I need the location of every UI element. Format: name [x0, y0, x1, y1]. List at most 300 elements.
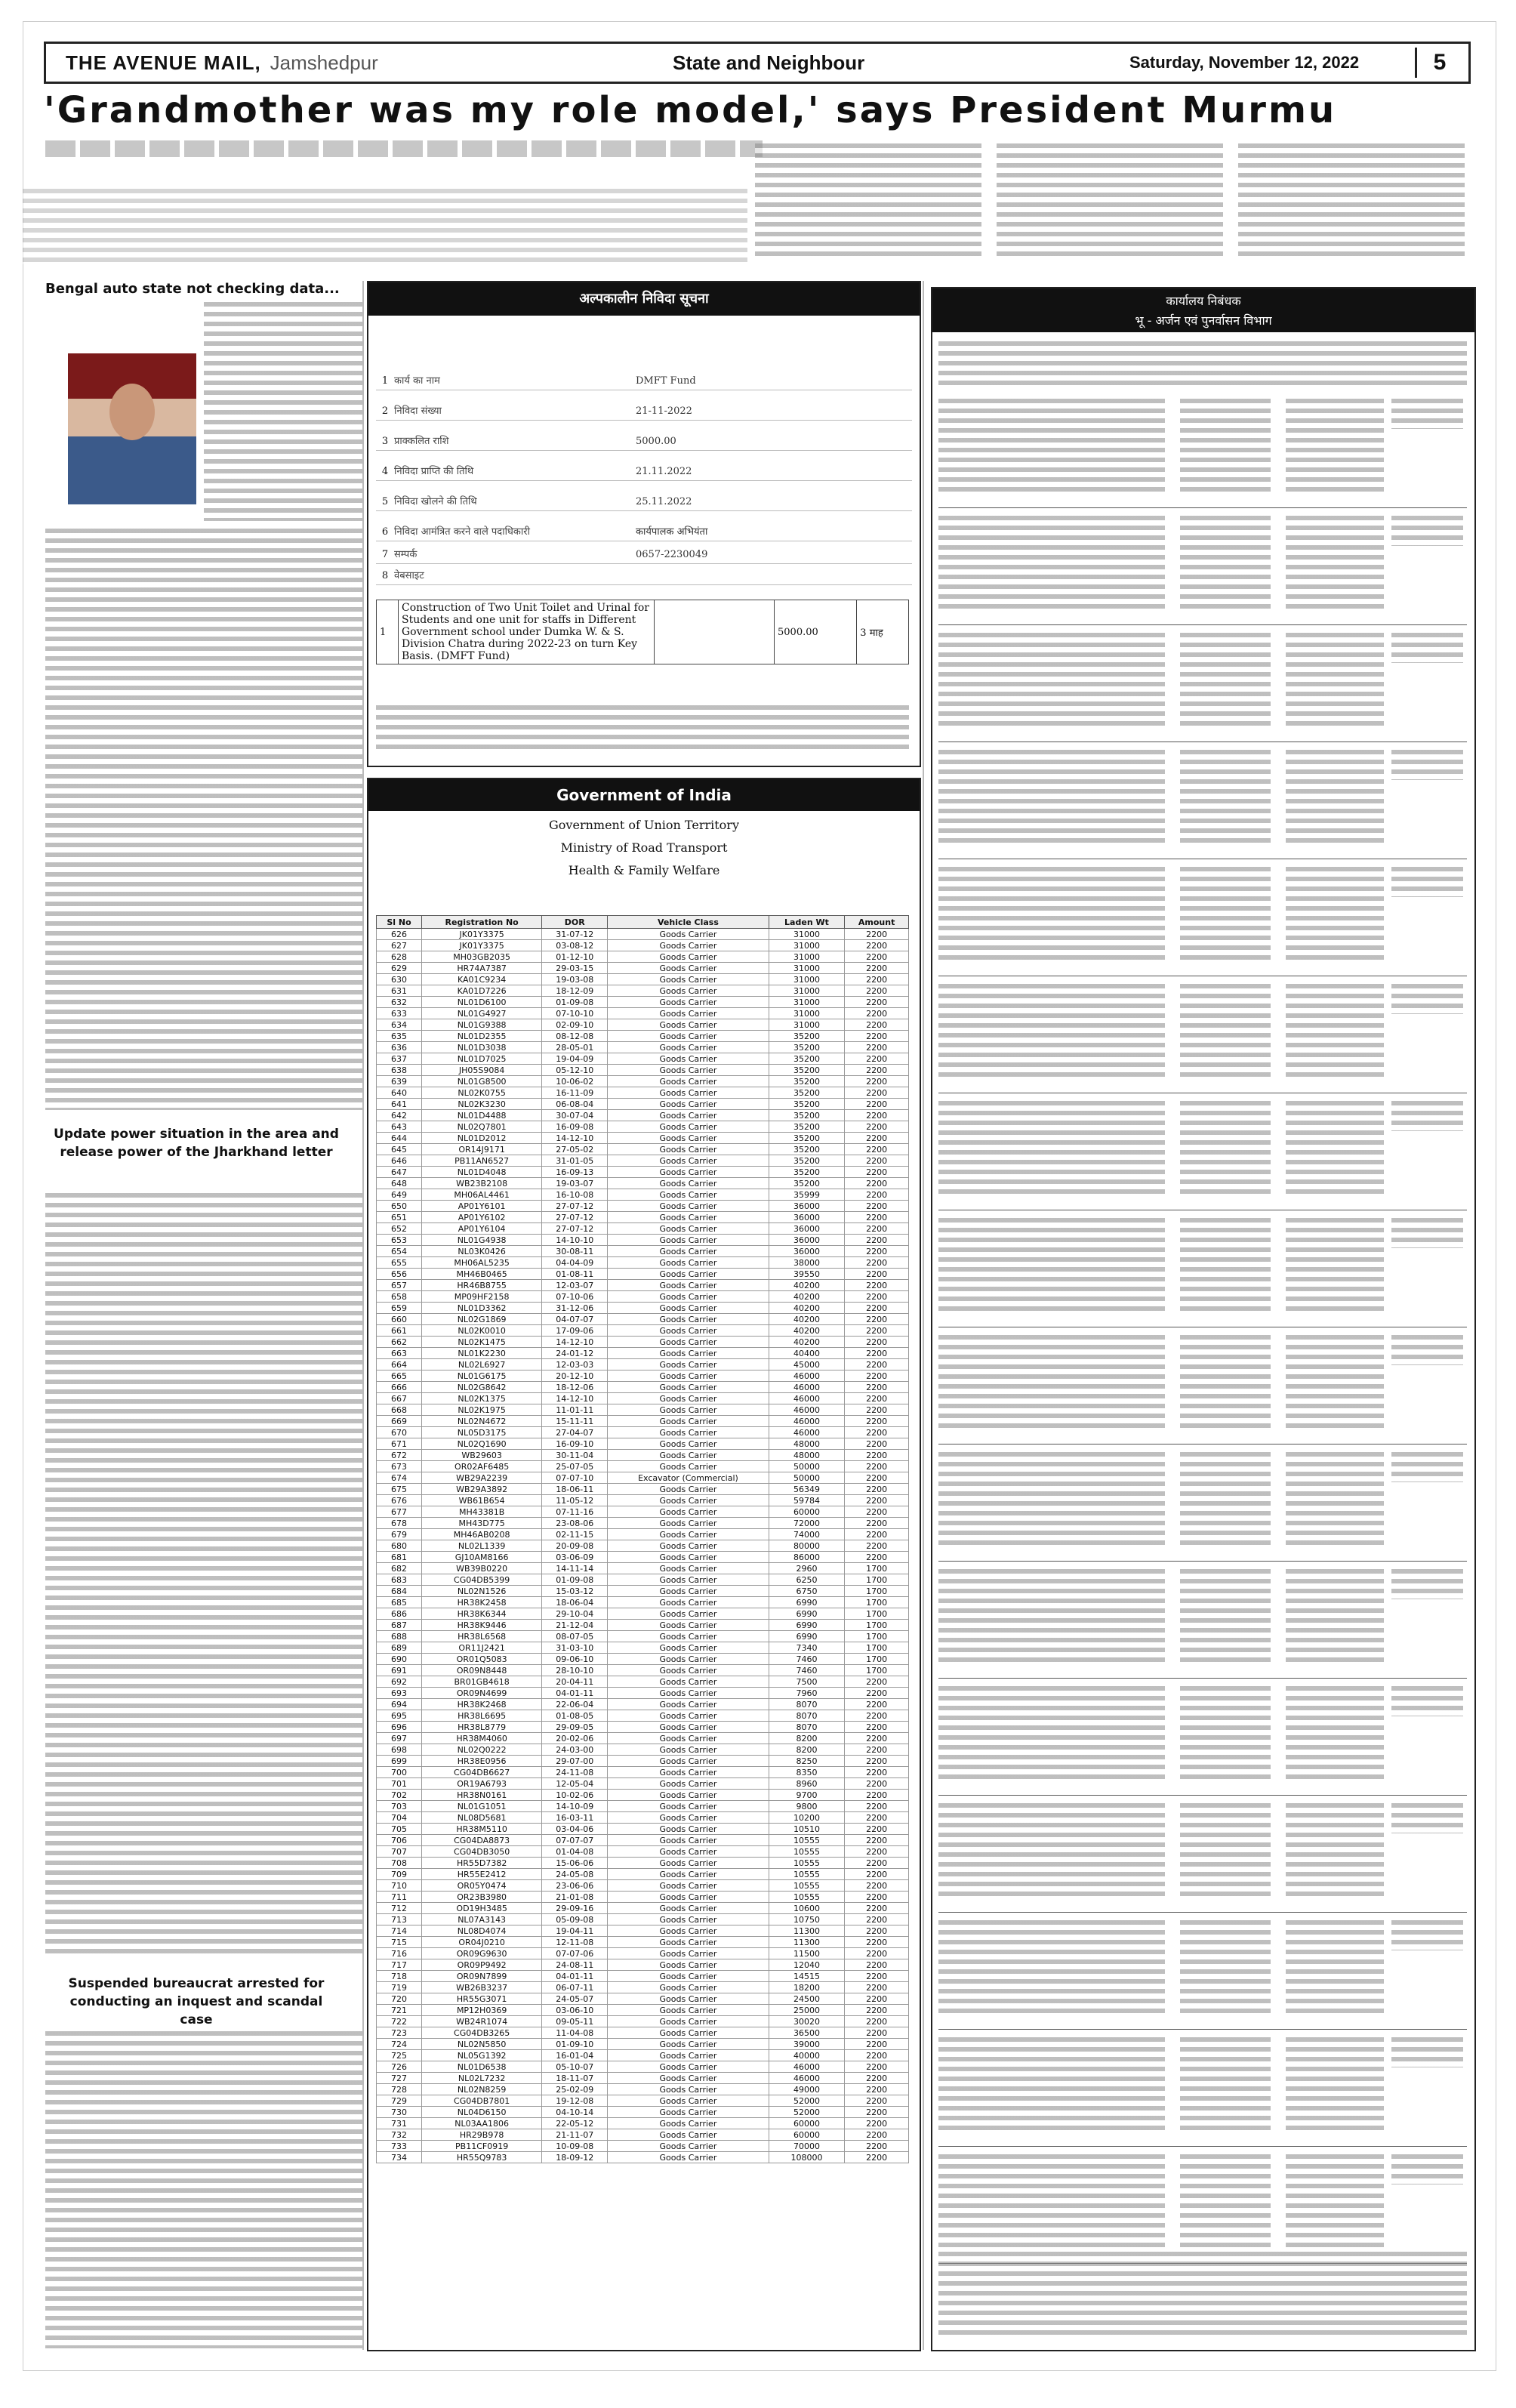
- cell-laden: 74000: [769, 1529, 845, 1540]
- table-row: [377, 1620, 909, 1631]
- cell-reg: CG04DB6627: [422, 1767, 542, 1778]
- table-row: [377, 1201, 909, 1212]
- tender-row: [376, 433, 912, 451]
- cell-dor: 22-06-04: [542, 1699, 608, 1710]
- cell-dor: 18-06-04: [542, 1597, 608, 1608]
- right-row-text: [1180, 1101, 1271, 1199]
- right-notice-row: [938, 1682, 1467, 1796]
- cell-class: Goods Carrier: [608, 974, 769, 985]
- cell-reg: OR09G9630: [422, 1948, 542, 1959]
- cell-reg: OR02AF6485: [422, 1461, 542, 1472]
- left-column: [45, 281, 362, 301]
- cell-class: Goods Carrier: [608, 985, 769, 997]
- cell-reg: NL01D3038: [422, 1042, 542, 1053]
- cell-class: Goods Carrier: [608, 1858, 769, 1869]
- cell-sl: 724: [377, 2039, 422, 2050]
- cell-dor: 03-06-10: [542, 2005, 608, 2016]
- cell-dor: 15-06-06: [542, 1858, 608, 1869]
- cell-reg: NL01D2012: [422, 1133, 542, 1144]
- cell-reg: OR19A6793: [422, 1778, 542, 1790]
- cell-amount: 2200: [845, 1767, 909, 1778]
- cell-reg: KA01C9234: [422, 974, 542, 985]
- cell-amount: 2200: [845, 1303, 909, 1314]
- right-row-text: [1391, 2037, 1463, 2067]
- cell-reg: MH43381B: [422, 1506, 542, 1518]
- cell-amount: 2200: [845, 1529, 909, 1540]
- cell-reg: OR09P9492: [422, 1959, 542, 1971]
- cell-reg: NL01G4927: [422, 1008, 542, 1019]
- cell-sl: 730: [377, 2107, 422, 2118]
- cell-sl: 685: [377, 1597, 422, 1608]
- cell-sl: 713: [377, 1914, 422, 1925]
- table-row: [377, 1733, 909, 1744]
- cell-laden: 36000: [769, 1246, 845, 1257]
- cell-sl: 632: [377, 997, 422, 1008]
- right-row-text: [1180, 2037, 1271, 2135]
- row-number: 4: [381, 466, 389, 477]
- table-row: [377, 1133, 909, 1144]
- cell-amount: 1700: [845, 1563, 909, 1574]
- cell-laden: 8070: [769, 1722, 845, 1733]
- row-key: प्राक्कलित राशि: [394, 436, 449, 447]
- cell-class: Goods Carrier: [608, 1665, 769, 1676]
- story-text-block: [997, 143, 1223, 257]
- cell-dor: 06-08-04: [542, 1099, 608, 1110]
- cell-class: Goods Carrier: [608, 1212, 769, 1223]
- cell-dor: 07-07-06: [542, 1948, 608, 1959]
- cell-class: Goods Carrier: [608, 1937, 769, 1948]
- cell-class: Goods Carrier: [608, 1812, 769, 1824]
- cell-class: Goods Carrier: [608, 1155, 769, 1167]
- cell-amount: 1700: [845, 1608, 909, 1620]
- cell-sl: 627: [377, 940, 422, 951]
- cell-laden: 8350: [769, 1767, 845, 1778]
- cell-laden: 60000: [769, 2118, 845, 2129]
- cell-laden: 52000: [769, 2095, 845, 2107]
- cell-amount: 2200: [845, 1982, 909, 1993]
- cell-class: Goods Carrier: [608, 1676, 769, 1688]
- table-row: [377, 2084, 909, 2095]
- cell-reg: NL02K0755: [422, 1087, 542, 1099]
- cell-dor: 20-04-11: [542, 1676, 608, 1688]
- right-row-text: [1180, 1218, 1271, 1316]
- cell-reg: CG04DB7801: [422, 2095, 542, 2107]
- cell-sl: 697: [377, 1733, 422, 1744]
- right-row-text: [1391, 1452, 1463, 1482]
- cell-laden: 31000: [769, 997, 845, 1008]
- cell-reg: MH06AL4461: [422, 1189, 542, 1201]
- cell-reg: OR09N8448: [422, 1665, 542, 1676]
- table-row: [377, 1676, 909, 1688]
- right-notice-row: [938, 2033, 1467, 2147]
- cell-reg: NL01D4048: [422, 1167, 542, 1178]
- right-row-text: [1180, 1686, 1271, 1784]
- cell-sl: 694: [377, 1699, 422, 1710]
- cell-amount: 2200: [845, 1155, 909, 1167]
- cell-reg: GJ10AM8166: [422, 1552, 542, 1563]
- cell-dor: 18-12-09: [542, 985, 608, 997]
- row-value: 21.11.2022: [636, 466, 692, 477]
- table-row: [377, 929, 909, 940]
- cell-reg: NL01D2355: [422, 1031, 542, 1042]
- cell-sl: 705: [377, 1824, 422, 1835]
- row-key: वेबसाइट: [394, 570, 424, 581]
- cell-reg: WB61B654: [422, 1495, 542, 1506]
- cell-reg: NL01K2230: [422, 1348, 542, 1359]
- cell-class: Goods Carrier: [608, 1167, 769, 1178]
- left-story-head: Bengal auto state not checking data...: [45, 281, 340, 297]
- table-row: [377, 1835, 909, 1846]
- table-row: [377, 1824, 909, 1835]
- cell-laden: 31000: [769, 951, 845, 963]
- cell-dor: 12-03-03: [542, 1359, 608, 1370]
- cell-class: Goods Carrier: [608, 1631, 769, 1642]
- cell-amount: 2200: [845, 1733, 909, 1744]
- cell-class: Goods Carrier: [608, 1586, 769, 1597]
- right-row-text: [938, 1569, 1165, 1667]
- cell-sl: 657: [377, 1280, 422, 1291]
- cell-laden: 35999: [769, 1189, 845, 1201]
- work-amount: 5000.00: [775, 600, 857, 664]
- cell-dor: 29-09-16: [542, 1903, 608, 1914]
- cell-amount: 2200: [845, 1869, 909, 1880]
- cell-class: Goods Carrier: [608, 951, 769, 963]
- headline-strap: [45, 140, 763, 157]
- right-row-text: [1286, 1920, 1384, 2018]
- table-row: [377, 1348, 909, 1359]
- cell-amount: 2200: [845, 1382, 909, 1393]
- cell-sl: 699: [377, 1756, 422, 1767]
- cell-reg: JK01Y3375: [422, 940, 542, 951]
- cell-sl: 709: [377, 1869, 422, 1880]
- col-amount: Amount: [845, 916, 909, 929]
- cell-dor: 04-07-07: [542, 1314, 608, 1325]
- right-notice-row: [938, 2150, 1467, 2264]
- cell-reg: WB24R1074: [422, 2016, 542, 2027]
- cell-sl: 690: [377, 1654, 422, 1665]
- col-reg: Registration No: [422, 916, 542, 929]
- cell-dor: 16-09-10: [542, 1438, 608, 1450]
- cell-reg: OR04J0210: [422, 1937, 542, 1948]
- cell-class: Goods Carrier: [608, 1133, 769, 1144]
- cell-laden: 46000: [769, 1404, 845, 1416]
- right-row-text: [938, 1335, 1165, 1433]
- cell-amount: 2200: [845, 1518, 909, 1529]
- cell-reg: OD19H3485: [422, 1903, 542, 1914]
- cell-laden: 9700: [769, 1790, 845, 1801]
- cell-amount: 2200: [845, 1314, 909, 1325]
- table-row: [377, 1869, 909, 1880]
- table-row: [377, 1597, 909, 1608]
- cell-reg: KA01D7226: [422, 985, 542, 997]
- cell-laden: 35200: [769, 1167, 845, 1178]
- cell-reg: JH05S9084: [422, 1065, 542, 1076]
- cell-laden: 60000: [769, 1506, 845, 1518]
- cell-laden: 35200: [769, 1031, 845, 1042]
- cell-sl: 667: [377, 1393, 422, 1404]
- cell-amount: 2200: [845, 1404, 909, 1416]
- table-row: [377, 1801, 909, 1812]
- right-row-text: [1286, 750, 1384, 848]
- right-row-text: [1286, 1569, 1384, 1667]
- cell-class: Goods Carrier: [608, 1121, 769, 1133]
- cell-class: Goods Carrier: [608, 1892, 769, 1903]
- table-row: [377, 1167, 909, 1178]
- cell-class: Goods Carrier: [608, 2129, 769, 2141]
- cell-amount: 2200: [845, 1019, 909, 1031]
- cell-sl: 720: [377, 1993, 422, 2005]
- table-row: [377, 1257, 909, 1269]
- table-row: [377, 974, 909, 985]
- cell-laden: 31000: [769, 963, 845, 974]
- cell-laden: 72000: [769, 1518, 845, 1529]
- table-row: [377, 1337, 909, 1348]
- right-row-text: [938, 1803, 1165, 1901]
- cell-sl: 706: [377, 1835, 422, 1846]
- cell-sl: 718: [377, 1971, 422, 1982]
- cell-laden: 46000: [769, 1427, 845, 1438]
- cell-sl: 663: [377, 1348, 422, 1359]
- cell-class: Goods Carrier: [608, 1688, 769, 1699]
- cell-laden: 36500: [769, 2027, 845, 2039]
- cell-amount: 2200: [845, 1688, 909, 1699]
- cell-class: Goods Carrier: [608, 1484, 769, 1495]
- cell-reg: HR38M4060: [422, 1733, 542, 1744]
- cell-class: Goods Carrier: [608, 1824, 769, 1835]
- cell-amount: 2200: [845, 997, 909, 1008]
- cell-sl: 703: [377, 1801, 422, 1812]
- cell-reg: NL02L1339: [422, 1540, 542, 1552]
- table-row: [377, 2129, 909, 2141]
- cell-class: Goods Carrier: [608, 1733, 769, 1744]
- table-row: [377, 2095, 909, 2107]
- work-description: Construction of Two Unit Toilet and Urinal for Students and one unit for staffs in Different Government school under Dumka W. & S. Division Chatra during 2022-23 on turn Key Basis. (DMFT Fund): [399, 600, 655, 664]
- cell-dor: 19-04-11: [542, 1925, 608, 1937]
- right-notice-row: [938, 1213, 1467, 1327]
- cell-laden: 40000: [769, 2050, 845, 2061]
- cell-sl: 661: [377, 1325, 422, 1337]
- cell-dor: 15-03-12: [542, 1586, 608, 1597]
- cell-class: Goods Carrier: [608, 963, 769, 974]
- right-notice-intro: [938, 341, 1467, 387]
- cell-laden: 36000: [769, 1201, 845, 1212]
- cell-sl: 702: [377, 1790, 422, 1801]
- cell-dor: 16-10-08: [542, 1189, 608, 1201]
- cell-dor: 28-05-01: [542, 1042, 608, 1053]
- cell-laden: 18200: [769, 1982, 845, 1993]
- cell-sl: 633: [377, 1008, 422, 1019]
- cell-class: Goods Carrier: [608, 1925, 769, 1937]
- cell-dor: 04-01-11: [542, 1688, 608, 1699]
- cell-amount: 2200: [845, 1858, 909, 1869]
- cell-class: Goods Carrier: [608, 1042, 769, 1053]
- cell-class: Goods Carrier: [608, 1303, 769, 1314]
- table-row: [377, 1982, 909, 1993]
- table-row: [377, 1235, 909, 1246]
- col-sl: Sl No: [377, 916, 422, 929]
- cell-dor: 03-08-12: [542, 940, 608, 951]
- table-row: [377, 1246, 909, 1257]
- cell-reg: HR38M5110: [422, 1824, 542, 1835]
- cell-amount: 2200: [845, 2141, 909, 2152]
- cell-sl: 628: [377, 951, 422, 963]
- cell-dor: 24-05-08: [542, 1869, 608, 1880]
- cell-dor: 04-10-14: [542, 2107, 608, 2118]
- cell-dor: 01-08-05: [542, 1710, 608, 1722]
- right-row-text: [1391, 1218, 1463, 1248]
- cell-laden: 7460: [769, 1654, 845, 1665]
- cell-reg: NL02K3230: [422, 1099, 542, 1110]
- table-row: [377, 1461, 909, 1472]
- table-row: [377, 2061, 909, 2073]
- cell-sl: 676: [377, 1495, 422, 1506]
- tender-row: [376, 373, 912, 390]
- table-row: [377, 1631, 909, 1642]
- table-row: [377, 2118, 909, 2129]
- table-row: [377, 1756, 909, 1767]
- cell-class: Goods Carrier: [608, 2061, 769, 2073]
- cell-amount: 2200: [845, 1484, 909, 1495]
- right-row-text: [938, 1686, 1165, 1784]
- cell-dor: 05-10-07: [542, 2061, 608, 2073]
- right-row-text: [1180, 867, 1271, 965]
- right-notice-row: [938, 1330, 1467, 1444]
- right-notice-row: [938, 1448, 1467, 1562]
- cell-reg: NL02K1475: [422, 1337, 542, 1348]
- row-value: 0657-2230049: [636, 549, 708, 560]
- cell-reg: OR14J9171: [422, 1144, 542, 1155]
- cell-dor: 21-11-07: [542, 2129, 608, 2141]
- cell-amount: 2200: [845, 1438, 909, 1450]
- right-row-text: [1180, 1803, 1271, 1901]
- table-row: [377, 1892, 909, 1903]
- cell-class: Goods Carrier: [608, 1337, 769, 1348]
- cell-class: Goods Carrier: [608, 940, 769, 951]
- cell-class: Goods Carrier: [608, 1178, 769, 1189]
- right-row-text: [938, 984, 1165, 1082]
- table-row: [377, 1880, 909, 1892]
- cell-sl: 731: [377, 2118, 422, 2129]
- cell-laden: 31000: [769, 985, 845, 997]
- cell-dor: 16-09-08: [542, 1121, 608, 1133]
- cell-dor: 29-03-15: [542, 963, 608, 974]
- cell-sl: 688: [377, 1631, 422, 1642]
- cell-reg: NL03AA1806: [422, 2118, 542, 2129]
- cell-reg: WB23B2108: [422, 1178, 542, 1189]
- cell-amount: 2200: [845, 2095, 909, 2107]
- table-row: [377, 1540, 909, 1552]
- table-row: [377, 1925, 909, 1937]
- cell-amount: 2200: [845, 1993, 909, 2005]
- table-row: [377, 1937, 909, 1948]
- cell-reg: MH43D775: [422, 1518, 542, 1529]
- table-row: [377, 1574, 909, 1586]
- cell-sl: 668: [377, 1404, 422, 1416]
- work-sl: 1: [377, 600, 399, 664]
- table-row: [377, 1291, 909, 1303]
- cell-reg: NL01G4938: [422, 1235, 542, 1246]
- row-value: [636, 568, 912, 584]
- cell-sl: 649: [377, 1189, 422, 1201]
- cell-dor: 25-07-05: [542, 1461, 608, 1472]
- cell-dor: 24-08-11: [542, 1959, 608, 1971]
- cell-dor: 29-07-00: [542, 1756, 608, 1767]
- table-row: [377, 940, 909, 951]
- paper-name: THE AVENUE MAIL,: [66, 51, 261, 74]
- right-row-text: [1286, 399, 1384, 497]
- right-row-text: [938, 2154, 1165, 2252]
- cell-laden: 6990: [769, 1631, 845, 1642]
- table-row: [377, 1314, 909, 1325]
- row-key: निविदा संख्या: [394, 405, 442, 417]
- cell-amount: 2200: [845, 1110, 909, 1121]
- cell-class: Goods Carrier: [608, 2107, 769, 2118]
- cell-laden: 7460: [769, 1665, 845, 1676]
- cell-dor: 01-04-08: [542, 1846, 608, 1858]
- table-row: [377, 1416, 909, 1427]
- right-row-text: [1180, 516, 1271, 614]
- story-text-block: [45, 529, 362, 1110]
- cell-amount: 2200: [845, 1359, 909, 1370]
- cell-class: Goods Carrier: [608, 1189, 769, 1201]
- cell-reg: MH46AB0208: [422, 1529, 542, 1540]
- cell-amount: 2200: [845, 1495, 909, 1506]
- cell-class: Goods Carrier: [608, 1506, 769, 1518]
- table-row: [377, 1121, 909, 1133]
- cell-class: Goods Carrier: [608, 1031, 769, 1042]
- cell-laden: 59784: [769, 1495, 845, 1506]
- cell-class: Goods Carrier: [608, 1529, 769, 1540]
- cell-reg: HR38K9446: [422, 1620, 542, 1631]
- cell-class: Goods Carrier: [608, 1744, 769, 1756]
- cell-reg: MH46B0465: [422, 1269, 542, 1280]
- col-laden: Laden Wt: [769, 916, 845, 929]
- cell-dor: 29-09-05: [542, 1722, 608, 1733]
- right-header-line-2: भू - अर्जन एवं पुनर्वासन विभाग: [1135, 313, 1272, 328]
- cell-sl: 678: [377, 1518, 422, 1529]
- cell-reg: OR23B3980: [422, 1892, 542, 1903]
- cell-dor: 30-08-11: [542, 1246, 608, 1257]
- cell-dor: 07-11-16: [542, 1506, 608, 1518]
- table-row: [377, 1450, 909, 1461]
- right-notice-row: [938, 511, 1467, 625]
- right-row-text: [1180, 750, 1271, 848]
- cell-amount: 2200: [845, 1756, 909, 1767]
- cell-dor: 08-12-08: [542, 1031, 608, 1042]
- right-notice: [931, 287, 1476, 2351]
- cell-laden: 46000: [769, 1416, 845, 1427]
- cell-class: Goods Carrier: [608, 1427, 769, 1438]
- tender-row: [376, 524, 912, 541]
- cell-dor: 14-11-14: [542, 1563, 608, 1574]
- right-row-text: [1180, 399, 1271, 497]
- cell-laden: 35200: [769, 1076, 845, 1087]
- cell-dor: 14-12-10: [542, 1133, 608, 1144]
- cell-reg: NL02K0010: [422, 1325, 542, 1337]
- table-row: [377, 1506, 909, 1518]
- table-row: [377, 2141, 909, 2152]
- cell-laden: 10200: [769, 1812, 845, 1824]
- cell-amount: 2200: [845, 1801, 909, 1812]
- right-notice-row: [938, 394, 1467, 508]
- cell-amount: 2200: [845, 1291, 909, 1303]
- cell-amount: 1700: [845, 1654, 909, 1665]
- cell-dor: 15-11-11: [542, 1416, 608, 1427]
- cell-laden: 39000: [769, 2039, 845, 2050]
- cell-sl: 722: [377, 2016, 422, 2027]
- row-key: सम्पर्क: [394, 549, 418, 560]
- cell-reg: HR55D7382: [422, 1858, 542, 1869]
